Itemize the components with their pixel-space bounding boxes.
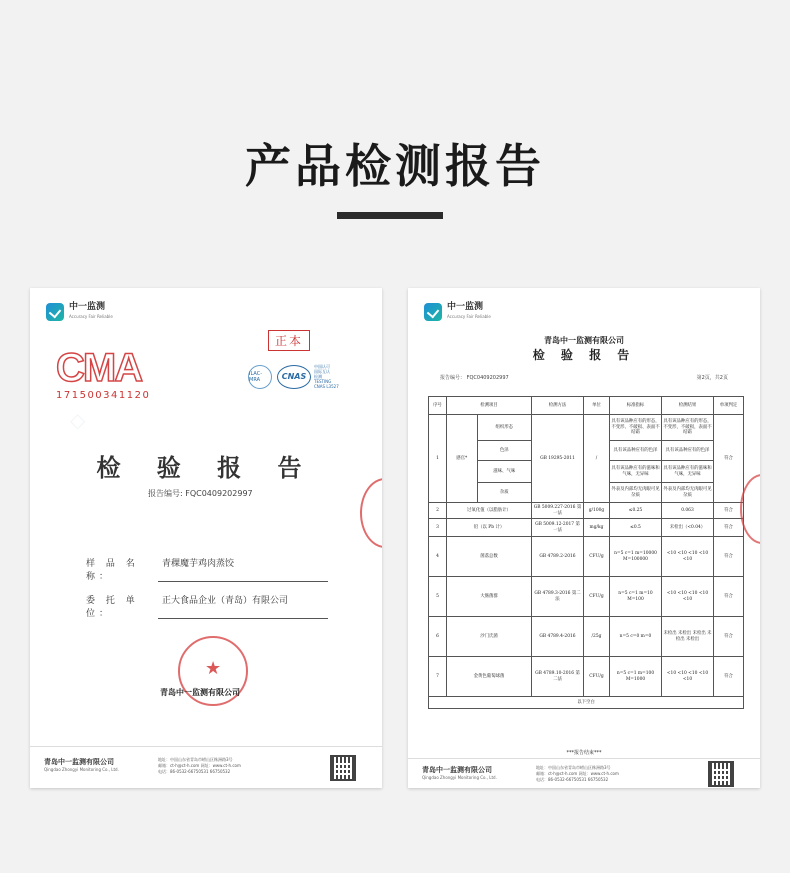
cnas-text: CNAS L3527 <box>314 384 339 389</box>
cell-verdict: 符合 <box>714 503 744 519</box>
qr-code-icon <box>330 755 356 781</box>
cma-number: 171500341120 <box>56 390 151 401</box>
sample-name-row <box>86 556 328 582</box>
cell-unit: mg/kg <box>584 519 610 537</box>
cell-method: GB 19295-2011 <box>532 415 584 503</box>
footer-web: 邮箱：ct-h@ct-h.com 网址：www.ct-h.com <box>158 763 241 768</box>
company-logo <box>424 302 491 322</box>
cma-mark <box>56 346 151 401</box>
client-row <box>86 593 328 619</box>
cell-unit: CFU/g <box>584 577 610 617</box>
cell-item: 铅（以 Pb 计） <box>447 519 532 537</box>
cell-no: 2 <box>429 503 447 519</box>
cell-method: GB 4789.2-2016 <box>532 537 584 577</box>
cell-verdict: 符合 <box>714 537 744 577</box>
cell-method: GB 4789.4-2016 <box>532 617 584 657</box>
footer-address: 地址：中国山东省青岛市崂山区株洲路3号 <box>536 765 611 770</box>
logo-name: 中一监测 <box>447 302 484 312</box>
column-header: 检测方法 <box>532 397 584 415</box>
cell-verdict: 符合 <box>714 657 744 697</box>
cell-standard: 具有该品种应有的色泽 <box>610 441 662 461</box>
cell-subitem: 组织形态 <box>477 415 532 441</box>
footer-company: 青岛中一监测有限公司 <box>44 758 114 766</box>
cell-no: 5 <box>429 577 447 617</box>
footer-web: 邮箱：ct-h@ct-h.com 网址：www.ct-h.com <box>536 771 619 776</box>
footer-phone: 电话：86-0532-66750531 66750532 <box>536 777 609 782</box>
cell-item: 大肠菌群 <box>447 577 532 617</box>
footer-company-en: Qingdao Zhongyi Monitoring Co., Ltd. <box>422 775 497 780</box>
cell-result: 具有该品种应有的色泽 <box>662 441 714 461</box>
cell-standard: 具有该品种应有的形态，不变形、不破损、表面不结霜 <box>610 415 662 441</box>
cell-result: 0.063 <box>662 503 714 519</box>
cell-result: <10 <10 <10 <10 <10 <box>662 537 714 577</box>
cell-result: 未检出 未检出 未检出 未检出 未检出 <box>662 617 714 657</box>
cnas-text: 中国认可 <box>314 364 330 369</box>
doc-footer <box>30 746 382 788</box>
cell-no: 3 <box>429 519 447 537</box>
cell-result: <10 <10 <10 <10 <10 <box>662 657 714 697</box>
cell-standard: 外表及内部均无肉眼可见杂质 <box>610 483 662 503</box>
cell-unit: /25g <box>584 617 610 657</box>
column-header: 检测项目 <box>447 397 532 415</box>
cell-item: 感官* <box>447 415 478 503</box>
table-row <box>429 537 744 577</box>
page-number: 第2页，共2页 <box>696 375 728 381</box>
report-cover-page[interactable] <box>30 288 382 788</box>
report-number: 报告编号： FQC0409202997 <box>440 375 509 381</box>
cell-no: 7 <box>429 657 447 697</box>
table-row <box>429 503 744 519</box>
cell-no: 1 <box>429 415 447 503</box>
column-header: 检测结果 <box>662 397 714 415</box>
column-header: 标准指标 <box>610 397 662 415</box>
footer-company: 青岛中一监测有限公司 <box>422 766 492 774</box>
cell-unit: / <box>584 415 610 503</box>
cell-result: <10 <10 <10 <10 <10 <box>662 577 714 617</box>
cell-standard: n=5 c=0 m=0 <box>610 617 662 657</box>
cell-verdict: 符合 <box>714 519 744 537</box>
cell-method: GB 5009.227-2016 第一法 <box>532 503 584 519</box>
cnas-text: 检测 <box>314 374 322 379</box>
client-label: 委 托 单 位： <box>86 596 139 619</box>
table-row <box>429 577 744 617</box>
cell-no: 6 <box>429 617 447 657</box>
report-end-note: ***报告结束*** <box>566 750 602 756</box>
logo-icon <box>424 303 442 321</box>
edge-seal <box>360 478 382 548</box>
column-header: 单项判定 <box>714 397 744 415</box>
cnas-text: 国际互认 <box>314 369 330 374</box>
report-results-page[interactable] <box>408 288 760 788</box>
cell-subitem: 滋味、气味 <box>477 461 532 483</box>
cell-item: 金黄色葡萄球菌 <box>447 657 532 697</box>
cell-subitem: 杂质 <box>477 483 532 503</box>
qr-code-icon <box>708 761 734 787</box>
sample-label: 样 品 名 称： <box>86 559 139 582</box>
cnas-icon: CNAS <box>277 365 311 389</box>
logo-name: 中一监测 <box>69 302 106 312</box>
watermark: ◇ <box>70 408 86 432</box>
table-row <box>429 519 744 537</box>
cnas-mark <box>248 364 339 389</box>
table-row <box>429 415 744 441</box>
cell-item: 沙门氏菌 <box>447 617 532 657</box>
footer-company-en: Qingdao Zhongyi Monitoring Co., Ltd. <box>44 767 119 772</box>
sample-value: 青稞魔芋鸡肉蒸饺 <box>158 556 328 582</box>
client-value: 正大食品企业（青岛）有限公司 <box>158 593 328 619</box>
cell-unit: g/100g <box>584 503 610 519</box>
report-title: 检 验 报 告 <box>96 453 316 482</box>
report-number: 报告编号: FQC0409202997 <box>148 489 253 498</box>
table-row <box>429 657 744 697</box>
table-row <box>429 697 744 709</box>
cell-verdict: 符合 <box>714 617 744 657</box>
cell-standard: ≤0.25 <box>610 503 662 519</box>
cnas-text: TESTING <box>314 379 332 384</box>
cell-method: GB 5009.12-2017 第一法 <box>532 519 584 537</box>
signing-company: 青岛中一监测有限公司 <box>160 688 240 697</box>
footer-address: 地址：中国山东省青岛市崂山区株洲路3号 <box>158 757 233 762</box>
cell-item: 菌落总数 <box>447 537 532 577</box>
cell-standard: n=5 c=1 m=10000 M=100000 <box>610 537 662 577</box>
cell-subitem: 色泽 <box>477 441 532 461</box>
cell-standard: n=5 c=1 m=100 M=1000 <box>610 657 662 697</box>
cell-result: 外表及内部均无肉眼可见杂质 <box>662 483 714 503</box>
cell-result: 具有该品种应有的形态，不变形，不破损，表面不结霜 <box>662 415 714 441</box>
logo-sub: Accuracy Fair Reliable <box>447 314 491 319</box>
report-title: 检 验 报 告 <box>532 348 636 362</box>
logo-icon <box>46 303 64 321</box>
page-title: 产品检测报告 <box>245 139 545 193</box>
cell-no: 4 <box>429 537 447 577</box>
cell-result: 具有该品种应有的滋味和气味，无异味 <box>662 461 714 483</box>
cell-verdict: 符合 <box>714 415 744 503</box>
ilac-icon: ILAC-MRA <box>248 365 272 389</box>
seal-star-icon: ★ <box>205 658 222 679</box>
cma-letters: CMA <box>56 346 142 390</box>
column-header: 序号 <box>429 397 447 415</box>
report-company: 青岛中一监测有限公司 <box>544 336 624 345</box>
footer-phone: 电话：86-0532-66750531 66750532 <box>158 769 231 774</box>
original-stamp: 正本 <box>268 330 310 351</box>
cell-method: GB 4789.3-2016 第二法 <box>532 577 584 617</box>
doc-footer <box>408 758 760 788</box>
column-header: 单位 <box>584 397 610 415</box>
cell-unit: CFU/g <box>584 657 610 697</box>
cell-verdict: 符合 <box>714 577 744 617</box>
cell-method: GB 4789.10-2016 第二法 <box>532 657 584 697</box>
cell-standard: ≤0.5 <box>610 519 662 537</box>
table-row <box>429 617 744 657</box>
logo-sub: Accuracy Fair Reliable <box>69 314 113 319</box>
cell-standard: 具有该品种应有的滋味和气味，无异味 <box>610 461 662 483</box>
cell-standard: n=5 c=1 m=10 M=100 <box>610 577 662 617</box>
cell-result: 未检出（<0.04） <box>662 519 714 537</box>
cell-item: 过氧化值（以脂肪计） <box>447 503 532 519</box>
blank-note: 以下空白 <box>429 697 744 709</box>
results-table <box>428 396 744 709</box>
title-underline <box>337 212 443 219</box>
cell-unit: CFU/g <box>584 537 610 577</box>
company-logo <box>46 302 113 322</box>
table-header-row <box>429 397 744 415</box>
